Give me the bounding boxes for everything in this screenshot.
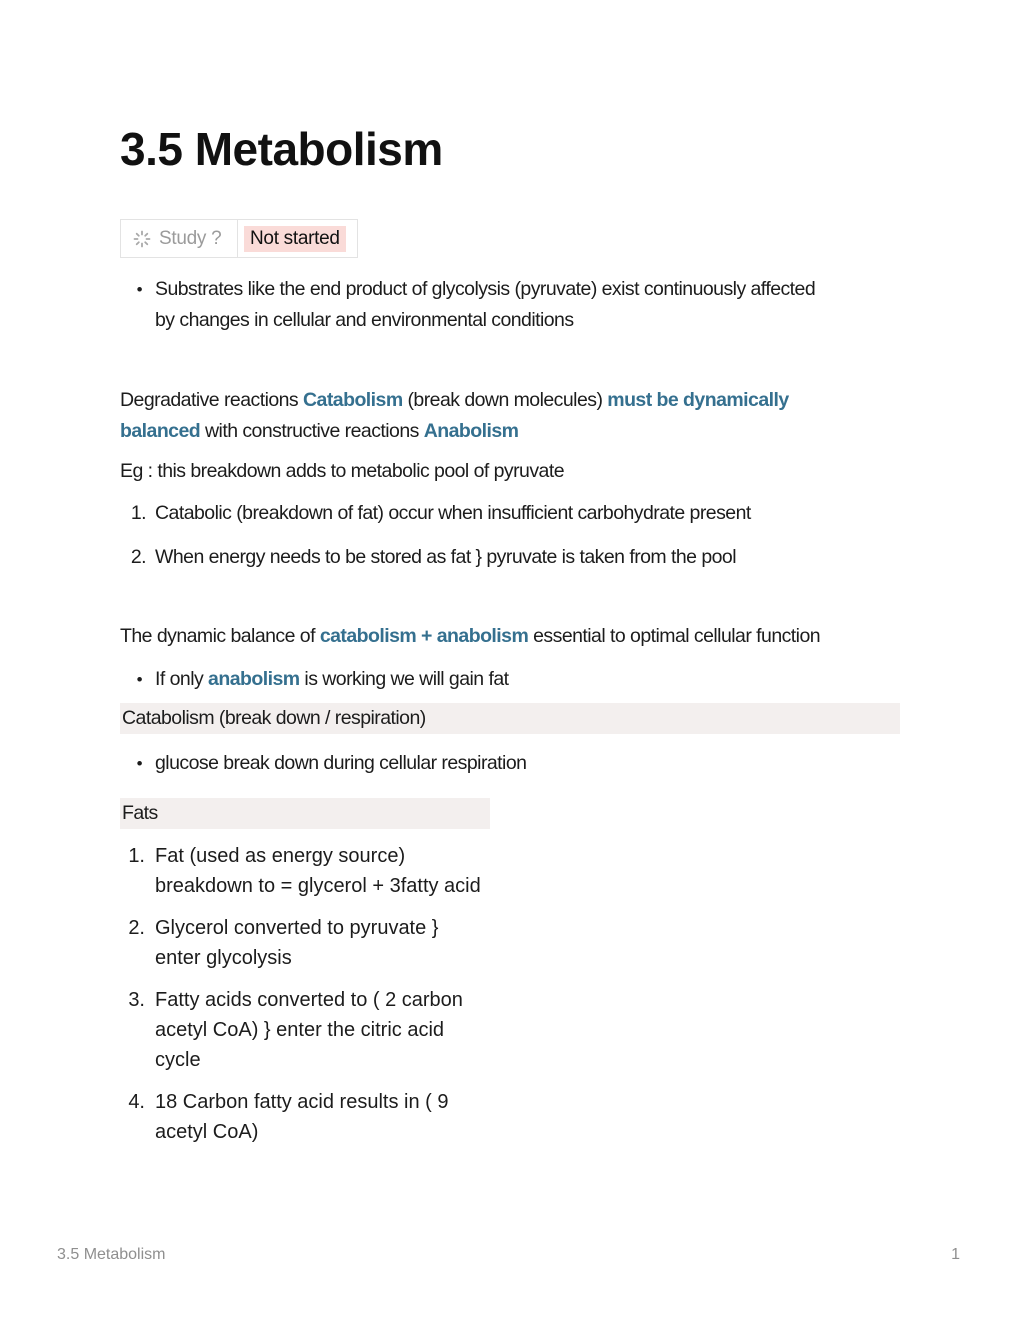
accent-balanced: balanced xyxy=(120,420,201,442)
status-value-badge: Not started xyxy=(244,226,346,252)
accent-must-be-dynamically: must be dynamically xyxy=(607,389,789,411)
degradative-line-1: Degradative reactions Catabolism (break down molecules) must be dynamically xyxy=(120,389,789,411)
footer-page-number: 1 xyxy=(951,1246,960,1263)
list-number: 3. xyxy=(128,989,145,1011)
accent-anabolism-2: anabolism xyxy=(208,668,300,690)
catabolism-section-heading: Catabolism (break down / respiration) xyxy=(120,703,900,734)
anabolism-bullet xyxy=(120,664,900,695)
accent-catabolism: Catabolism xyxy=(303,389,403,411)
accent-anabolism: Anabolism xyxy=(423,420,519,442)
footer-title: 3.5 Metabolism xyxy=(57,1246,166,1263)
bullet-dot: • xyxy=(136,754,142,773)
intro-bullet-text: Substrates like the end product of glycolysis (pyruvate) exist continuously affected by changes in cellular and environmental conditions xyxy=(155,278,816,331)
list-number: 2. xyxy=(130,546,146,568)
spinner-icon xyxy=(133,230,151,248)
list-item: 2. When energy needs to be stored as fat } pyruvate is taken from the pool xyxy=(120,542,900,573)
fats-numbered-list xyxy=(120,841,520,1147)
status-property-label: Study ? xyxy=(159,227,222,249)
list-number: 2. xyxy=(128,917,145,939)
degradative-paragraph xyxy=(120,385,900,447)
list-number: 1. xyxy=(128,845,145,867)
glucose-bullet: • glucose break down during cellular respiration xyxy=(120,748,900,779)
pool-numbered-list xyxy=(120,498,900,573)
degradative-line-2: balanced with constructive reactions Anabolism xyxy=(120,420,519,442)
accent-catabolism-anabolism: catabolism + anabolism xyxy=(319,625,529,647)
list-item: 1. Fat (used as energy source) breakdown to = glycerol + 3fatty acid xyxy=(120,841,520,901)
fats-section-heading: Fats xyxy=(120,798,490,829)
list-number: 4. xyxy=(128,1091,145,1113)
intro-bullet xyxy=(120,274,900,336)
balance-paragraph: The dynamic balance of catabolism + anabolism essential to optimal cellular function xyxy=(120,625,821,647)
list-item: 1. Catabolic (breakdown of fat) occur when insufficient carbohydrate present xyxy=(120,498,900,529)
eg-line: Eg : this breakdown adds to metabolic pool of pyruvate xyxy=(120,460,564,482)
status-value-cell xyxy=(238,220,357,257)
list-number: 1. xyxy=(130,502,146,524)
bullet-dot: • xyxy=(136,670,142,689)
list-item: 3. Fatty acids converted to ( 2 carbon acetyl CoA) } enter the citric acid cycle xyxy=(120,985,520,1075)
bullet-dot: • xyxy=(136,280,142,299)
anabolism-bullet-text: If only anabolism is working we will gain fat xyxy=(155,668,509,690)
page-title: 3.5 Metabolism xyxy=(120,123,443,175)
list-item: 2. Glycerol converted to pyruvate } enter glycolysis xyxy=(120,913,520,973)
list-item: 4. 18 Carbon fatty acid results in ( 9 acetyl CoA) xyxy=(120,1087,520,1147)
status-table xyxy=(120,219,358,258)
page-footer xyxy=(57,1246,960,1264)
status-property-cell xyxy=(121,220,238,257)
